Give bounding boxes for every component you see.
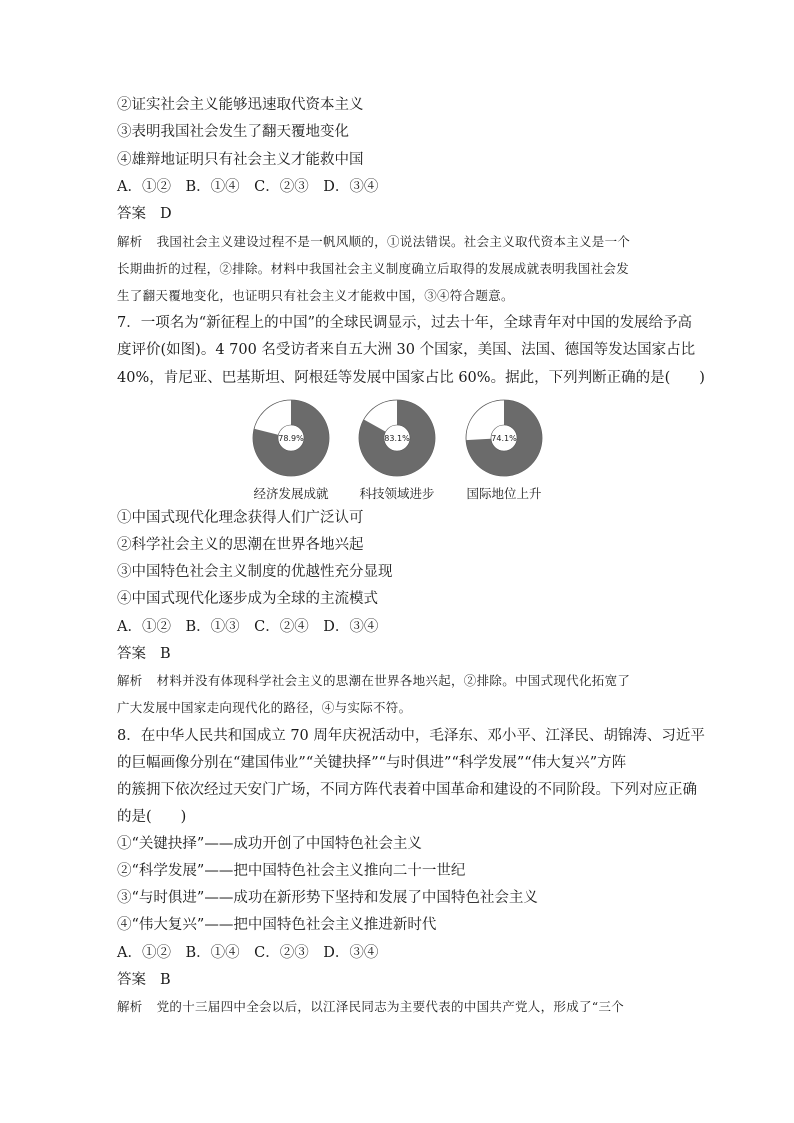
donut-value-label: 74.1% [491,434,517,443]
q7-stem-line-1: 7．一项名为“新征程上的中国”的全球民调显示，过去十年，全球青年对中国的发展给予高 [117,315,693,331]
q7-answer [117,644,171,664]
q6-answer [117,204,172,224]
donut-chart-economy [236,398,346,502]
answer-label: 答案 [117,972,146,988]
q8-analysis-line-1: 解析 党的十三届四中全会以后，以江泽民同志为主要代表的中国共产党人，形成了“三个 [117,999,625,1014]
q7-item-4: ④中国式现代化逐步成为全球的主流模式 [117,591,378,607]
q8-stem-line-3: 的簇拥下依次经过天安门广场，不同方阵代表着中国革命和建设的不同阶段。下列对应正确 [117,782,697,798]
q7-stem-line-2: 度评价(如图)。4 700 名受访者来自五大洲 30 个国家，美国、法国、德国等发达国家占比 [117,342,696,358]
donut-svg [464,398,544,478]
answer-value: B [160,646,171,662]
q8-item-1: ①“关键抉择”——成功开创了中国特色社会主义 [117,836,422,852]
q7-item-1: ①中国式现代化理念获得人们广泛认可 [117,510,364,526]
q6-analysis-line-1: 解析 我国社会主义建设过程不是一帆风顺的，①说法错误。社会主义取代资本主义是一个 [117,234,631,249]
q8-item-4: ④“伟大复兴”——把中国特色社会主义推进新时代 [117,917,437,933]
q7-item-2: ②科学社会主义的思潮在世界各地兴起 [117,537,364,553]
donut-value-label: 83.1% [384,434,410,443]
q8-item-2: ②“科学发展”——把中国特色社会主义推向二十一世纪 [117,863,466,879]
q8-stem-line-2: 的巨幅画像分别在“建国伟业”“关键抉择”“与时俱进”“科学发展”“伟大复兴”方阵 [117,755,627,771]
donut-svg [251,398,331,478]
donut-svg [357,398,437,478]
donut-caption: 经济发展成就 [253,486,329,501]
donut-caption: 国际地位上升 [466,486,542,501]
analysis-label: 解析 [117,999,143,1014]
q6-analysis-line-2: 长期曲折的过程，②排除。材料中我国社会主义制度确立后取得的发展成就表明我国社会发 [117,261,630,276]
analysis-label: 解析 [117,234,143,249]
q7-analysis-line-1: 解析 材料并没有体现科学社会主义的思潮在世界各地兴起，②排除。中国式现代化拓宽了 [117,673,631,688]
analysis-label: 解析 [117,673,143,688]
answer-value: D [160,206,172,222]
q7-options: A．①② B．①③ C．②④ D．③④ [117,619,379,635]
q7-analysis-line-2: 广大发展中国家走向现代化的路径，④与实际不符。 [117,700,412,715]
q6-item-4: ④雄辩地证明只有社会主义才能救中国 [117,152,364,168]
q8-item-3: ③“与时俱进”——成功在新形势下坚持和发展了中国特色社会主义 [117,890,538,906]
q8-answer [117,970,171,990]
donut-chart-intl [449,398,559,502]
answer-value: B [160,972,171,988]
q7-item-3: ③中国特色社会主义制度的优越性充分显现 [117,564,393,580]
q7-stem-line-3: 40%，肯尼亚、巴基斯坦、阿根廷等发展中国家占比 60%。据此，下列判断正确的是( ) [117,370,705,386]
q6-item-2: ②证实社会主义能够迅速取代资本主义 [117,97,364,113]
q8-stem-line-4: 的是( ) [117,809,187,825]
q6-analysis-line-3: 生了翻天覆地变化，也证明只有社会主义才能救中国，③④符合题意。 [117,288,514,303]
q8-stem-line-1: 8．在中华人民共和国成立 70 周年庆祝活动中，毛泽东、邓小平、江泽民、胡锦涛、习近平 [117,728,705,744]
donut-caption: 科技领域进步 [359,486,435,501]
answer-label: 答案 [117,206,146,222]
q8-options: A．①② B．①④ C．②③ D．③④ [117,945,379,961]
donut-value-label: 78.9% [278,434,304,443]
donut-chart-tech [342,398,452,502]
q6-options: A．①② B．①④ C．②③ D．③④ [117,179,379,195]
answer-label: 答案 [117,646,146,662]
q6-item-3: ③表明我国社会发生了翻天覆地变化 [117,124,349,140]
